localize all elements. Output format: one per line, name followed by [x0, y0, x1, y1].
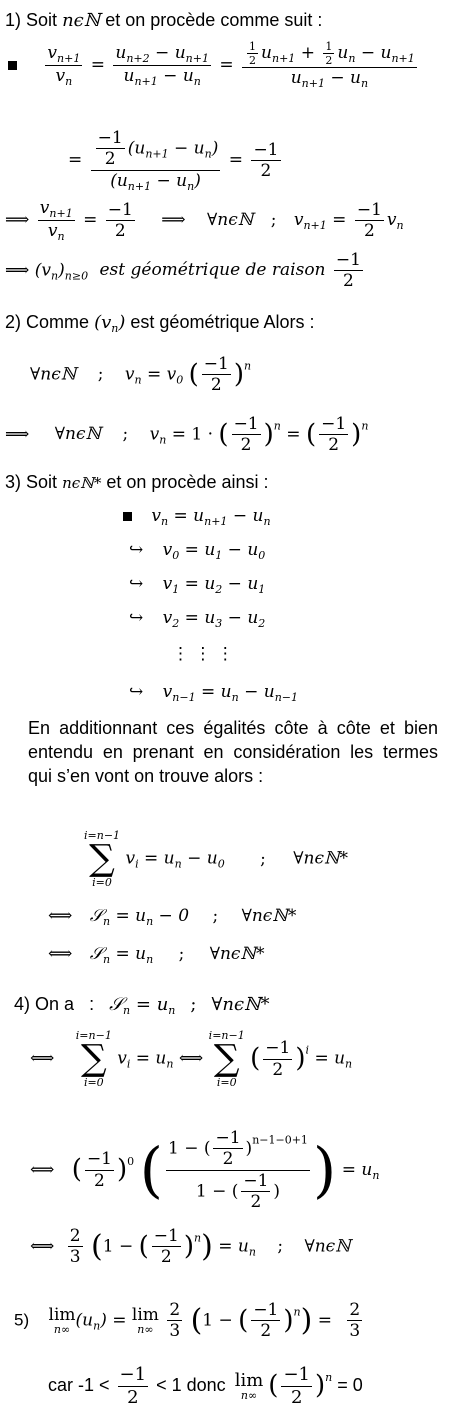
equation-geometric-formula: ⟺ ( $\frac{-1}{2}$ )$^0$ ( 1 − ( $\frac{-1}{2}$ )$^{n-1-0+1}$ 1 − ( $\frac{-1}{2}$ ) ) = $u_n$ — [30, 1128, 380, 1213]
geometric-conclusion: ⟹ $(v_n)_{n\ge 0}$ est géométrique de raison $\frac{-1}{2}$ — [5, 250, 361, 292]
part1-heading: 1) Soit nϵℕ et on procède comme suit : — [5, 10, 323, 31]
telescoping-line-1: ↪ $v_1 = u_2 - u_1$ — [129, 574, 266, 596]
bullet-icon — [8, 61, 17, 70]
equation-ratio: $\frac{v_{n+1}}{v_n}$ = $\frac{u_{n+2} - u_{n+1}}{u_{n+1} - u_n}$ = $\frac{1}{2}$ $u_{n+1}$ + $\frac{1}{2}$ $u_n - u_{n+1}$ $u_{n+1} - u_n$ — [8, 40, 420, 91]
equation-sum-vi: i=n−1 ∑ i=0 $v_i = u_n - u_0$ ; ∀nϵℕ* — [84, 829, 349, 889]
summation-explanation: En additionnant ces égalités côte à côte et bien entendu en prenant en considération les termes qui s’en vont on trouve alors : — [28, 718, 438, 786]
telescoping-line-last: ↪ $v_{n-1} = u_n - u_{n-1}$ — [129, 682, 299, 704]
limit-justification: car -1 < $\frac{-1}{2}$ < 1 donc lim n∞ ( $\frac{-1}{2}$ )$^n$ = 0 — [48, 1364, 363, 1408]
equation-vn-general: ∀nϵℕ ; $v_n = v_0$ ( $\frac{-1}{2}$ )$^n$ — [30, 354, 252, 396]
equation-recurrence: ⟹ $\frac{v_{n+1}}{v_n}$ = $\frac{-1}{2}$ ⟹ ∀nϵℕ ; $v_{n+1}$ = $\frac{-1}{2}$ $v_n$ — [5, 198, 404, 244]
equation-limit: 5) lim n∞ $(u_n)$ = lim n∞ $\frac{2}{3}$ (1 − ( $\frac{-1}{2}$ )$^n$) = $\frac{2}{3}$ — [14, 1300, 361, 1342]
telescoping-line-0: ↪ $v_0 = u_1 - u_0$ — [129, 540, 266, 562]
telescoping-dots: ⋮ ⋮ ⋮ — [172, 644, 234, 664]
hook-arrow-icon: ↪ — [129, 574, 144, 594]
hook-arrow-icon: ↪ — [129, 540, 144, 560]
equation-simplify: = $\frac{-1}{2}$ $(u_{n+1} - u_n)$ $(u_{n+1} - u_n)$ = $\frac{-1}{2}$ — [68, 128, 279, 193]
part3-heading: 3) Soit nϵℕ* et on procède ainsi : — [5, 472, 269, 492]
bullet-icon — [123, 512, 132, 521]
equation-un-explicit: ⟺ $\frac{2}{3}$ (1 − ( $\frac{-1}{2}$ )$^n) = u_n$ ; ∀nϵℕ — [30, 1226, 351, 1268]
equation-Sn-2: ⟺ 𝒮$_n$ = $u_n$ ; ∀nϵℕ* — [48, 944, 265, 966]
equation-vn-explicit: ⟹ ∀nϵℕ ; $v_n = 1$ · ( $\frac{-1}{2}$ )$^n$ = ( $\frac{-1}{2}$ )$^n$ — [5, 414, 369, 456]
part4-heading: 4) On a : 𝒮$_n$ = $u_n$ ; ∀nϵℕ* — [14, 994, 270, 1017]
telescoping-line-2: ↪ $v_2 = u_3 - u_2$ — [129, 608, 266, 630]
equation-sum-geometric: ⟺ i=n−1 ∑ i=0 $v_i = u_n$ ⟺ i=n−1 ∑ i=0 ( $\frac{-1}{2}$ )$^i = u_n$ — [30, 1029, 353, 1089]
hook-arrow-icon: ↪ — [129, 608, 144, 628]
telescoping-def: $v_n = u_{n+1} - u_n$ — [123, 506, 271, 528]
part2-heading: 2) Comme $(v_n)$ est géométrique Alors : — [5, 312, 315, 335]
hook-arrow-icon: ↪ — [129, 682, 144, 702]
equation-Sn-1: ⟺ 𝒮$_n$ = $u_n - 0$ ; ∀nϵℕ* — [48, 906, 297, 928]
